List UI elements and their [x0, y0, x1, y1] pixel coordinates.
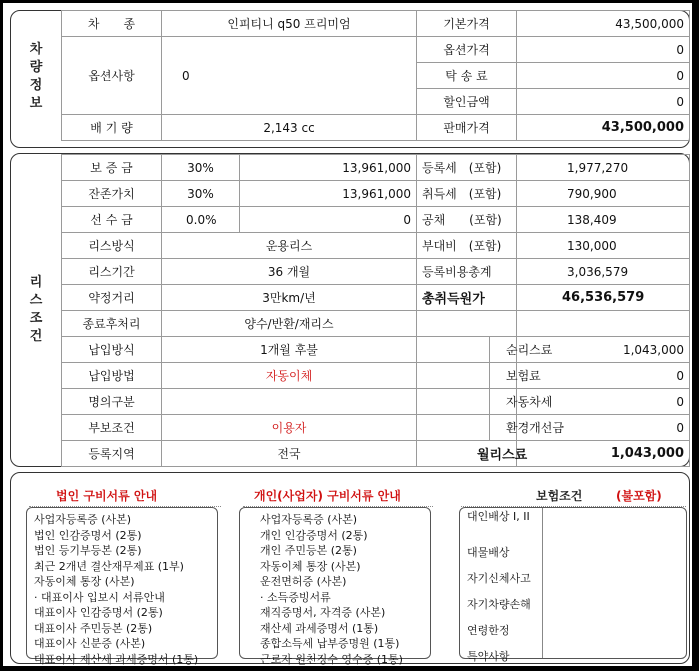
pay-method-value: 1개월 후불: [162, 337, 417, 363]
insurance-fee-label: 보험료: [490, 363, 517, 389]
residual-label: 잔존가치: [62, 181, 162, 207]
deposit-label: 보 증 금: [62, 155, 162, 181]
vehicle-info-box: [10, 10, 690, 148]
empty-cell-1: [417, 311, 517, 337]
delivery-fee-value: 0: [517, 63, 690, 89]
insurance-fee-value: 0: [517, 363, 690, 389]
insurance-box: [459, 507, 687, 663]
option-price-label: 옵션가격: [417, 37, 517, 63]
insurance-item: 대인배상 I, II: [467, 510, 530, 523]
monthly-lease-label: 월리스료: [417, 441, 517, 467]
bond-label: 공채 (포함): [417, 207, 517, 233]
list-item: 자동이체 통장 (사본): [260, 559, 361, 573]
advance-label: 선 수 금: [62, 207, 162, 233]
insurance-item: 자기신체사고: [467, 572, 531, 585]
advance-rate: 0.0%: [162, 207, 240, 233]
list-item: 대표이사 인감증명서 (2통): [34, 606, 163, 619]
insurance-item: 대물배상: [467, 546, 510, 559]
acquisition-tax-label: 취득세 (포함): [417, 181, 517, 207]
options-value: 0: [162, 37, 417, 115]
car-tax-value: 0: [517, 389, 690, 415]
list-item: 대표이사 신분증 (사본): [34, 637, 146, 650]
lease-method-label: 리스방식: [62, 233, 162, 259]
monthly-spacer-1: [417, 337, 490, 363]
option-price-value: 0: [517, 37, 690, 63]
list-item: 사업자등록증 (사본): [260, 513, 358, 526]
options-label: 옵션사항: [62, 37, 162, 115]
env-charge-value: 0: [517, 415, 690, 441]
list-item: 법인 인감증명서 (2통): [34, 528, 142, 542]
corporate-docs-title: 법인 구비서류 안내: [56, 489, 158, 503]
incidental-cost-value: 130,000: [517, 233, 690, 259]
residual-amount: 13,961,000: [240, 181, 417, 207]
list-item: 법인 등기부등본 (2통): [34, 544, 142, 557]
list-item: 운전면허증 (사본): [260, 575, 347, 588]
owner-value: [162, 389, 417, 415]
vehicle-info-table: [61, 10, 690, 141]
personal-docs-title: 개인(사업자) 구비서류 안내: [254, 489, 401, 503]
monthly-lease-value: 1,043,000: [517, 441, 690, 467]
list-item: 근로자 원천징수 영수증 (1통): [260, 652, 403, 666]
pay-way-value: 자동이체: [162, 363, 417, 389]
lease-quote-sheet: [3, 3, 692, 666]
vehicle-section-title: 차량정보: [29, 42, 43, 111]
advance-amount: 0: [240, 207, 417, 233]
pay-method-label: 납입방식: [62, 337, 162, 363]
registration-tax-label: 등록세 (포함): [417, 155, 517, 181]
bond-value: 138,409: [517, 207, 690, 233]
documents-box: [10, 472, 690, 664]
delivery-fee-label: 탁 송 료: [417, 63, 517, 89]
region-label: 등록지역: [62, 441, 162, 467]
list-item: 최근 2개년 결산재무제표 (1부): [34, 559, 184, 573]
list-item: 재산세 과세증명서 (1통): [260, 621, 379, 635]
deposit-rate: 30%: [162, 155, 240, 181]
region-value: 전국: [162, 441, 417, 467]
end-handling-value: 양수/반환/재리스: [162, 311, 417, 337]
base-price-value: 43,500,000: [517, 11, 690, 37]
list-item: · 대표이사 입보시 서류안내: [34, 590, 165, 604]
lease-period-label: 리스기간: [62, 259, 162, 285]
registration-total-label: 등록비용총계: [417, 259, 517, 285]
registration-tax-value: 1,977,270: [517, 155, 690, 181]
end-handling-label: 종료후처리: [62, 311, 162, 337]
guarantee-label: 부보조건: [62, 415, 162, 441]
list-item: 대표이사 재산세 과세증명서 (1통): [34, 652, 199, 666]
car-model-value: 인피티니 q50 프리미엄: [162, 11, 417, 37]
owner-label: 명의구분: [62, 389, 162, 415]
list-item: 종합소득세 납부증명원 (1통): [260, 637, 400, 650]
insurance-item: 특약사항: [467, 650, 510, 663]
monthly-spacer-3: [417, 389, 490, 415]
mileage-value: 3만km/년: [162, 285, 417, 311]
incidental-cost-label: 부대비 (포함): [417, 233, 517, 259]
lease-method-value: 운용리스: [162, 233, 417, 259]
list-item: 개인 인감증명서 (2통): [260, 528, 368, 542]
total-acquisition-label: 총취득원가: [417, 285, 517, 311]
list-item: · 소득증빙서류: [260, 590, 331, 604]
guarantee-value: 이용자: [162, 415, 417, 441]
car-model-label: 차 종: [62, 11, 162, 37]
deposit-amount: 13,961,000: [240, 155, 417, 181]
net-lease-label: 순리스료: [490, 337, 517, 363]
lease-conditions-table: [61, 154, 690, 467]
insurance-item: 자기차량손해: [467, 598, 531, 611]
pay-way-label: 납입방법: [62, 363, 162, 389]
displacement-label: 배 기 량: [62, 115, 162, 141]
base-price-label: 기본가격: [417, 11, 517, 37]
registration-total-value: 3,036,579: [517, 259, 690, 285]
list-item: 재직증명서, 자격증 (사본): [260, 606, 386, 619]
mileage-label: 약정거리: [62, 285, 162, 311]
list-item: 사업자등록증 (사본): [34, 513, 132, 526]
personal-docs-box: [239, 507, 431, 666]
insurance-status: (불포함): [616, 489, 662, 503]
insurance-title: 보험조건: [536, 489, 583, 503]
residual-rate: 30%: [162, 181, 240, 207]
monthly-spacer-2: [417, 363, 490, 389]
list-item: 대표이사 주민등본 (2통): [34, 621, 153, 635]
list-item: 자동이체 통장 (사본): [34, 575, 135, 588]
car-tax-label: 자동차세: [490, 389, 517, 415]
lease-period-value: 36 개월: [162, 259, 417, 285]
total-acquisition-value: 46,536,579: [517, 285, 690, 311]
personal-docs-list: [240, 508, 430, 667]
net-lease-value: 1,043,000: [517, 337, 690, 363]
acquisition-tax-value: 790,900: [517, 181, 690, 207]
monthly-spacer-4: [417, 415, 490, 441]
insurance-item: 연령한정: [467, 624, 510, 637]
sale-price-label: 판매가격: [417, 115, 517, 141]
empty-cell-2: [517, 311, 690, 337]
sale-price-value: 43,500,000: [517, 115, 690, 141]
lease-conditions-box: [10, 153, 690, 467]
corporate-docs-list: [27, 508, 217, 667]
discount-value: 0: [517, 89, 690, 115]
discount-label: 할인금액: [417, 89, 517, 115]
lease-section-title: 리스조건: [29, 275, 43, 344]
list-item: 개인 주민등본 (2통): [260, 544, 357, 557]
env-charge-label: 환경개선금: [490, 415, 517, 441]
displacement-value: 2,143 cc: [162, 115, 417, 141]
corporate-docs-box: [26, 507, 218, 666]
insurance-divider: [542, 508, 543, 658]
